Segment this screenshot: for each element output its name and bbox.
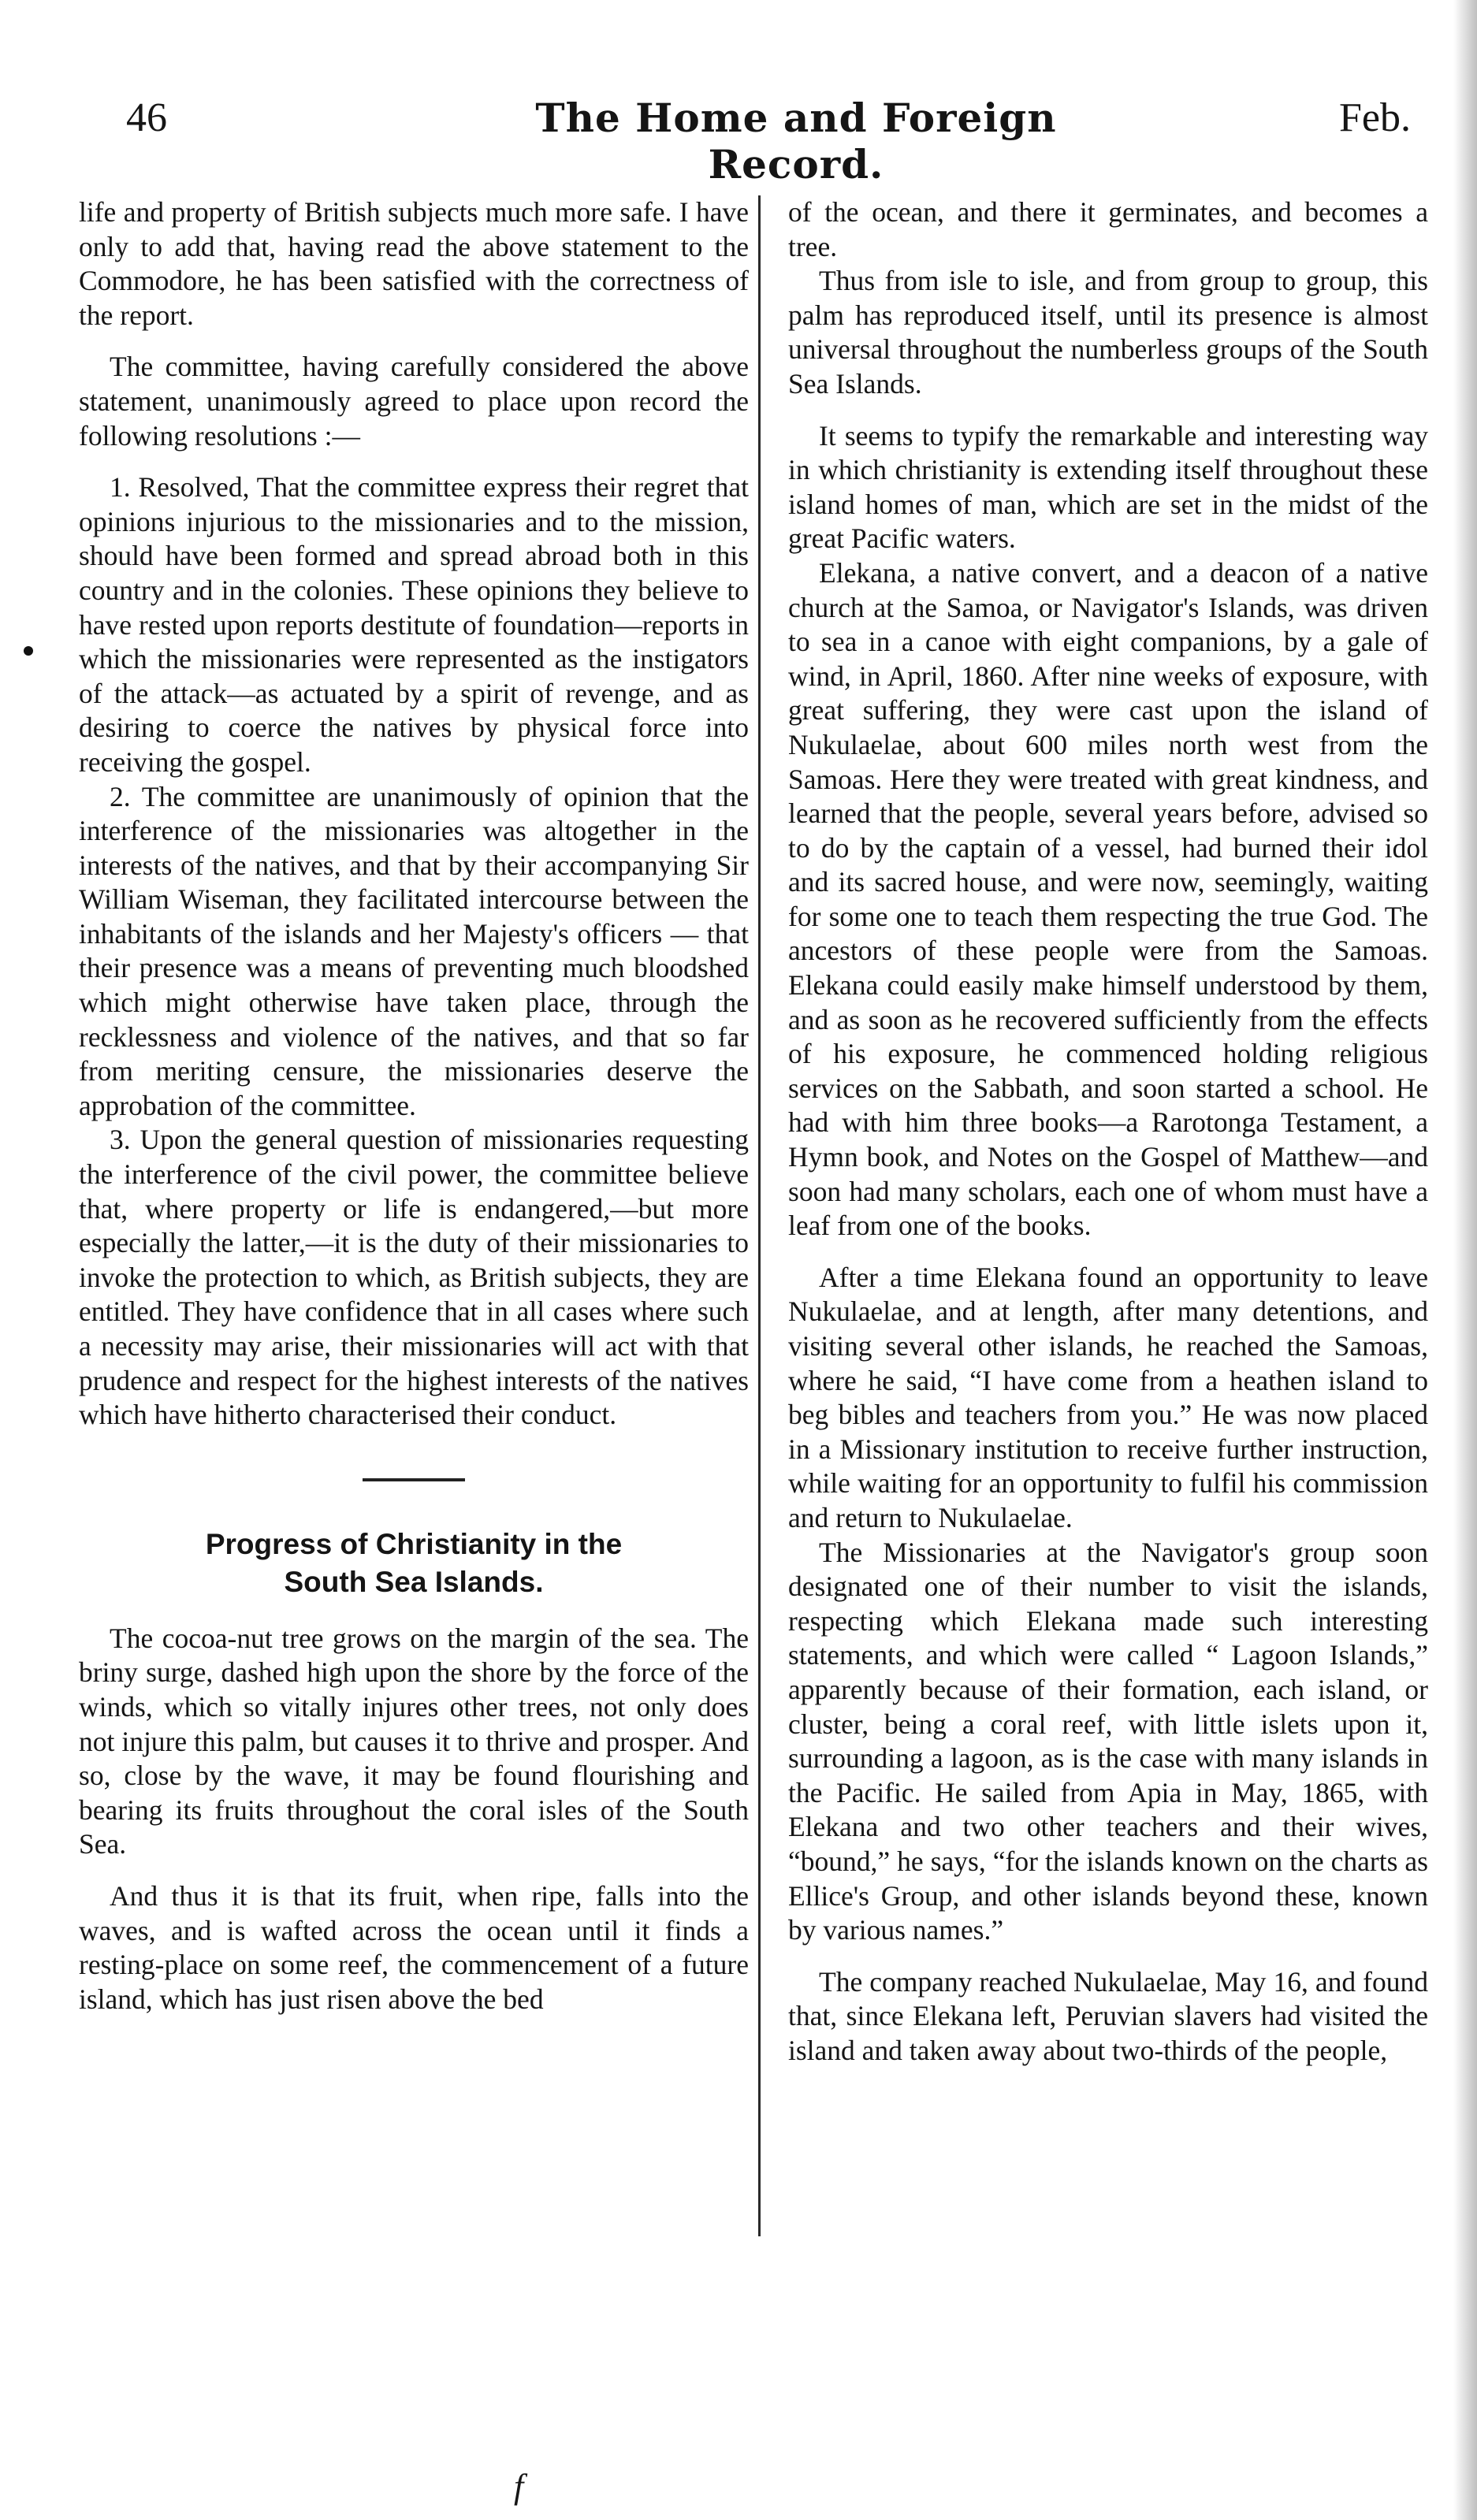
paragraph: Thus from isle to isle, and from group to group, this palm has reproduced itself, until its presence is almost universal throughout the numberless groups of the South Sea Islands. [788, 265, 1428, 400]
resolution-3: 3. Upon the general question of missionaries requesting the interference of the civil power, the committee believe that, where property or life is endangered,—but more especially the latter,—it is the duty of their missionaries to invoke the protection to which, as British subjects, they are entitled. They have confidence that in all cases where such a necessity may arise, their missionaries will act with that prudence and respect for the highest interests of the natives which have hitherto characterised their conduct. [79, 1124, 749, 1431]
issue-month: Feb. [1339, 95, 1411, 140]
footer-mark: f [514, 2467, 524, 2506]
resolution-2: 2. The committee are unanimously of opinion that the interference of the missionaries was altogether in the interests of the natives, and that by their accompanying Sir William Wiseman, they facilitated intercourse between the inhabitants of the islands and her Majesty's officers — that their presence was a means of preventing much bloodshed which might otherwise have taken place, through the recklessness and violence of the natives, and that so far from meriting censure, the missionaries deserve the approbation of the committee. [79, 780, 749, 1121]
paragraph: Elekana, a native convert, and a deacon of a native church at the Samoa, or Navigator's Islands, was driven to sea in a canoe with eight companions, by a gale of wind, in April, 1860. After nine weeks of exposure, with great suffering, they were cast upon the island of Nukulaelae, about 600 miles north west from the Samoas. Here they were treated with great kindness, and learned that the people, several years before, advised so to do by the captain of a vessel, had burned their idol and its sacred house, and were now, seemingly, waiting for some one to teach them respecting the true God. The ancestors of these people were from the Samoas. Elekana could easily make himself understood by them, and as soon as he recovered sufficiently from the effects of his exposure, he commenced holding religious services on the Sabbath, and soon started a school. He had with him three books—a Rarotonga Testament, a Hymn book, and Notes on the Gospel of Matthew—and soon had many scholars, each one of whom must have a leaf from one of the books. [788, 556, 1428, 1242]
section-heading [79, 1526, 749, 1601]
right-column [788, 195, 1428, 2068]
ink-dot [24, 646, 33, 656]
page-header [126, 95, 1411, 188]
paragraph: The cocoa-nut tree grows on the margin of the sea. The briny surge, dashed high upon the shore by the force of the winds, which so vitally injures other trees, not only does not injure this palm, but causes it to thrive and prosper. And so, close by the wave, it may be found flourishing and bearing its fruits throughout the coral isles of the South Sea. [79, 1622, 749, 1860]
paragraph: And thus it is that its fruit, when ripe, falls into the waves, and is wafted across the ocean until it finds a resting-place on some reef, the commencement of a future island, which has just risen above the bed [79, 1879, 749, 2015]
left-column [79, 195, 749, 2016]
paragraph: The Missionaries at the Navigator's group soon designated one of their number to visit the islands, respecting which Elekana made such interesting statements, and which were called “ Lagoon Islands,” apparently because of their formation, each island, or cluster, being a coral reef, with little islets upon it, surrounding a lagoon, as is the case with many islands in the Pacific. He sailed from Apia in May, 1865, with Elekana and two other teachers and their wives, “bound,” he says, “for the islands known on the charts as Ellice's Group, and other islands beyond these, known by various names.” [788, 1536, 1428, 1946]
paragraph: life and property of British subjects much more safe. I have only to add that, having read the above statement to the Commodore, he has been satisfied with the correctness of the report. [79, 196, 749, 331]
paragraph: It seems to typify the remarkable and interesting way in which christianity is extending itself throughout these island homes of man, which are set in the midst of the great Pacific waters. [788, 419, 1428, 555]
page-edge-shadow [1453, 0, 1477, 2520]
section-heading-line: Progress of Christianity in the [205, 1527, 623, 1560]
page-number: 46 [126, 95, 167, 140]
section-heading-line: South Sea Islands. [284, 1565, 544, 1598]
paragraph: After a time Elekana found an opportunity to leave Nukulaelae, and at length, after many detentions, and visiting several other islands, he reached the Samoas, where he said, “I have come from a heathen island to beg bibles and teachers from you.” He was now placed in a Missionary institution to receive further instruction, while waiting for an opportunity to fulfil his commission and return to Nukulaelae. [788, 1261, 1428, 1533]
paragraph: of the ocean, and there it germinates, and becomes a tree. [788, 196, 1428, 262]
journal-title: The Home and Foreign Record. [535, 95, 1057, 188]
column-rule [758, 195, 761, 2236]
paragraph: The committee, having carefully considered the above statement, unanimously agreed to place upon record the following resolutions :— [79, 351, 749, 452]
resolution-1: 1. Resolved, That the committee express their regret that opinions injurious to the missionaries and to the mission, should have been formed and spread abroad both in this country and in the colonies. These opinions they believe to have rested upon reports destitute of foundation—reports in which the missionaries were represented as the instigators of the attack—as actuated by a spirit of revenge, and as desiring to coerce the natives by physical force into receiving the gospel. [79, 471, 749, 778]
paragraph: The company reached Nukulaelae, May 16, and found that, since Elekana left, Peruvian slavers had visited the island and taken away about two-thirds of the people, [788, 1965, 1428, 2066]
section-divider [363, 1478, 465, 1481]
